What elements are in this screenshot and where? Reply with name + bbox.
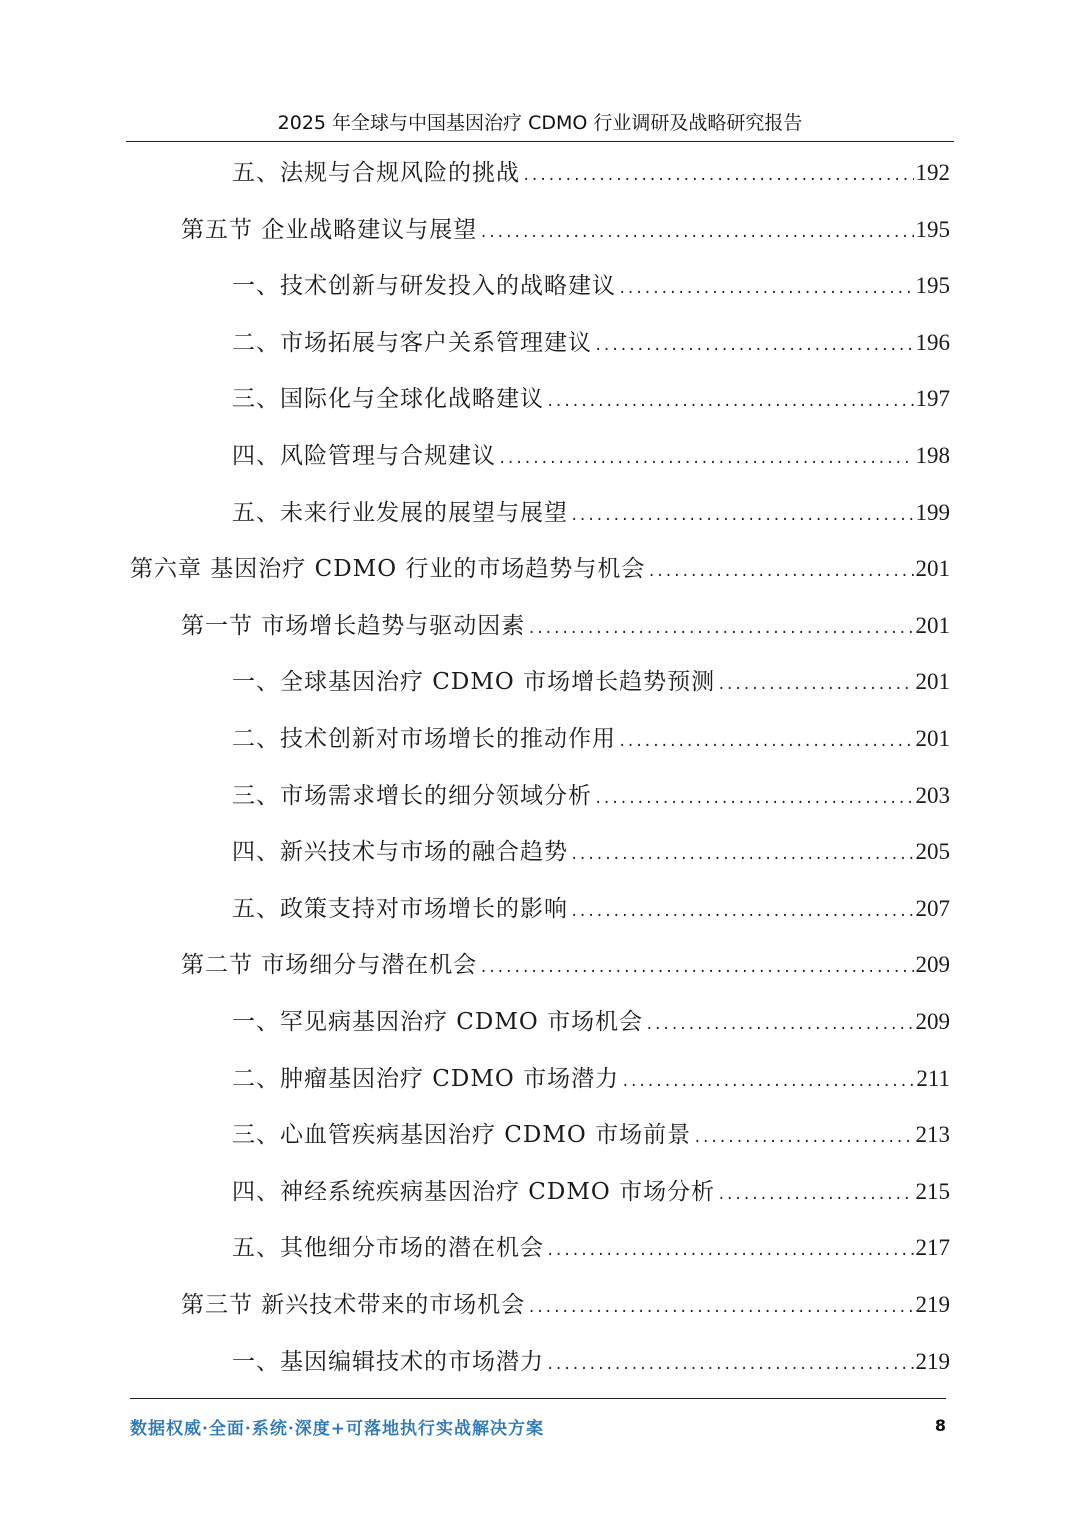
toc-entry-page: 197 <box>915 386 950 412</box>
footer-rule <box>130 1398 946 1399</box>
toc-entry-title: 二、技术创新对市场增长的推动作用 <box>232 726 616 752</box>
toc-entry[interactable] <box>232 1228 950 1268</box>
toc-entry[interactable] <box>232 1002 950 1042</box>
toc-entry[interactable] <box>181 945 950 985</box>
toc-entry-page: 199 <box>915 499 950 525</box>
toc-entry-title: 一、基因编辑技术的市场潜力 <box>232 1348 544 1375</box>
toc-entry-page: 201 <box>915 669 950 695</box>
footer-page-number: 8 <box>934 1416 946 1435</box>
toc-entry[interactable] <box>232 436 950 476</box>
toc-entry-page: 215 <box>915 1178 950 1204</box>
toc-entry[interactable] <box>232 662 950 702</box>
page-header: 2025 年全球与中国基因治疗 CDMO 行业调研及战略研究报告 <box>277 112 803 134</box>
toc-entry-title: 四、新兴技术与市场的融合趋势 <box>232 839 568 866</box>
toc-entry-page: 192 <box>915 160 950 185</box>
toc-dot-leader <box>479 948 913 988</box>
toc-entry[interactable] <box>232 323 950 363</box>
toc-entry[interactable] <box>181 606 950 646</box>
toc-entry-title: 三、心血管疾病基因治疗 CDMO 市场前景 <box>232 1122 692 1149</box>
toc-dot-leader <box>527 1288 913 1328</box>
toc-dot-leader <box>479 213 913 253</box>
toc-entry[interactable] <box>232 889 950 929</box>
toc-entry[interactable] <box>232 1172 950 1212</box>
toc-entry-title: 五、法规与合规风险的挑战 <box>232 160 520 186</box>
toc-entry-title: 五、其他细分市场的潜在机会 <box>232 1235 544 1262</box>
toc-dot-leader <box>647 552 913 592</box>
toc-entry[interactable] <box>232 379 950 419</box>
toc-entry[interactable] <box>232 1115 950 1155</box>
toc-entry-title: 四、神经系统疾病基因治疗 CDMO 市场分析 <box>232 1178 716 1205</box>
toc-entry[interactable] <box>181 1285 950 1325</box>
toc-entry[interactable] <box>232 1059 950 1099</box>
toc-dot-leader <box>546 382 914 422</box>
toc-entry-title: 一、罕见病基因治疗 CDMO 市场机会 <box>232 1009 644 1035</box>
toc-entry-title: 三、市场需求增长的细分领域分析 <box>232 782 592 809</box>
toc-dot-leader <box>645 1005 913 1045</box>
toc-entry-title: 一、全球基因治疗 CDMO 市场增长趋势预测 <box>232 669 716 696</box>
toc-entry[interactable] <box>232 493 950 533</box>
toc-entry-title: 三、国际化与全球化战略建议 <box>232 386 544 413</box>
toc-entry[interactable] <box>232 153 950 193</box>
toc-entry[interactable] <box>232 266 950 306</box>
toc-entry-page: 209 <box>915 1009 950 1034</box>
toc-entry-page: 195 <box>915 273 950 299</box>
toc-entry[interactable] <box>181 210 950 250</box>
toc-entry-page: 201 <box>915 612 950 638</box>
toc-dot-leader <box>570 892 914 932</box>
toc-entry-title: 第二节 市场细分与潜在机会 <box>181 952 478 979</box>
toc-entry-title: 五、政策支持对市场增长的影响 <box>232 895 568 922</box>
toc-entry-title: 一、技术创新与研发投入的战略建议 <box>232 273 616 300</box>
toc-dot-leader <box>570 496 914 536</box>
toc-dot-leader <box>594 779 914 819</box>
toc-entry-page: 195 <box>915 216 950 242</box>
footer-slogan: 数据权威·全面·系统·深度+可落地执行实战解决方案 <box>130 1419 544 1439</box>
toc-entry-page: 196 <box>915 329 950 355</box>
toc-entry-page: 207 <box>915 895 950 921</box>
toc-entry-page: 201 <box>915 556 950 582</box>
toc-dot-leader <box>621 1062 914 1102</box>
toc-entry-page: 209 <box>915 952 950 978</box>
toc-dot-leader <box>717 1175 913 1215</box>
toc-entry-title: 二、市场拓展与客户关系管理建议 <box>232 329 592 356</box>
toc-dot-leader <box>498 439 914 479</box>
toc-dot-leader <box>618 269 914 309</box>
toc-entry[interactable] <box>130 549 950 589</box>
toc-entry-title: 第五节 企业战略建议与展望 <box>181 216 478 243</box>
toc-dot-leader <box>693 1118 913 1158</box>
toc-entry-page: 211 <box>916 1065 950 1091</box>
toc-entry-title: 第一节 市场增长趋势与驱动因素 <box>181 612 526 639</box>
toc-entry-page: 219 <box>915 1292 950 1317</box>
toc-entry[interactable] <box>232 776 950 816</box>
toc-entry-title: 二、肿瘤基因治疗 CDMO 市场潜力 <box>232 1065 620 1092</box>
toc-entry-page: 205 <box>915 839 950 865</box>
toc-entry[interactable] <box>232 719 950 759</box>
toc-entry[interactable] <box>232 832 950 872</box>
toc-dot-leader <box>546 1231 914 1271</box>
toc-entry-title: 第三节 新兴技术带来的市场机会 <box>181 1292 526 1318</box>
toc-entry-title: 五、未来行业发展的展望与展望 <box>232 499 568 526</box>
toc-dot-leader <box>522 156 914 196</box>
toc-entry-page: 198 <box>915 443 950 468</box>
toc-entry-page: 213 <box>915 1122 950 1148</box>
toc-entry-page: 219 <box>915 1348 950 1374</box>
toc-dot-leader <box>570 835 914 875</box>
toc-entry-page: 203 <box>915 782 950 808</box>
toc-entry-page: 217 <box>915 1235 950 1261</box>
toc-entry-page: 201 <box>915 726 950 751</box>
header-rule <box>126 141 954 142</box>
toc-dot-leader <box>527 609 913 649</box>
toc-entry-title: 四、风险管理与合规建议 <box>232 443 496 469</box>
toc-dot-leader <box>717 665 913 705</box>
toc-dot-leader <box>618 722 914 762</box>
toc-entry-title: 第六章 基因治疗 CDMO 行业的市场趋势与机会 <box>130 556 646 583</box>
toc-dot-leader <box>594 326 914 366</box>
toc-entry[interactable] <box>232 1342 950 1382</box>
toc-dot-leader <box>546 1345 914 1385</box>
